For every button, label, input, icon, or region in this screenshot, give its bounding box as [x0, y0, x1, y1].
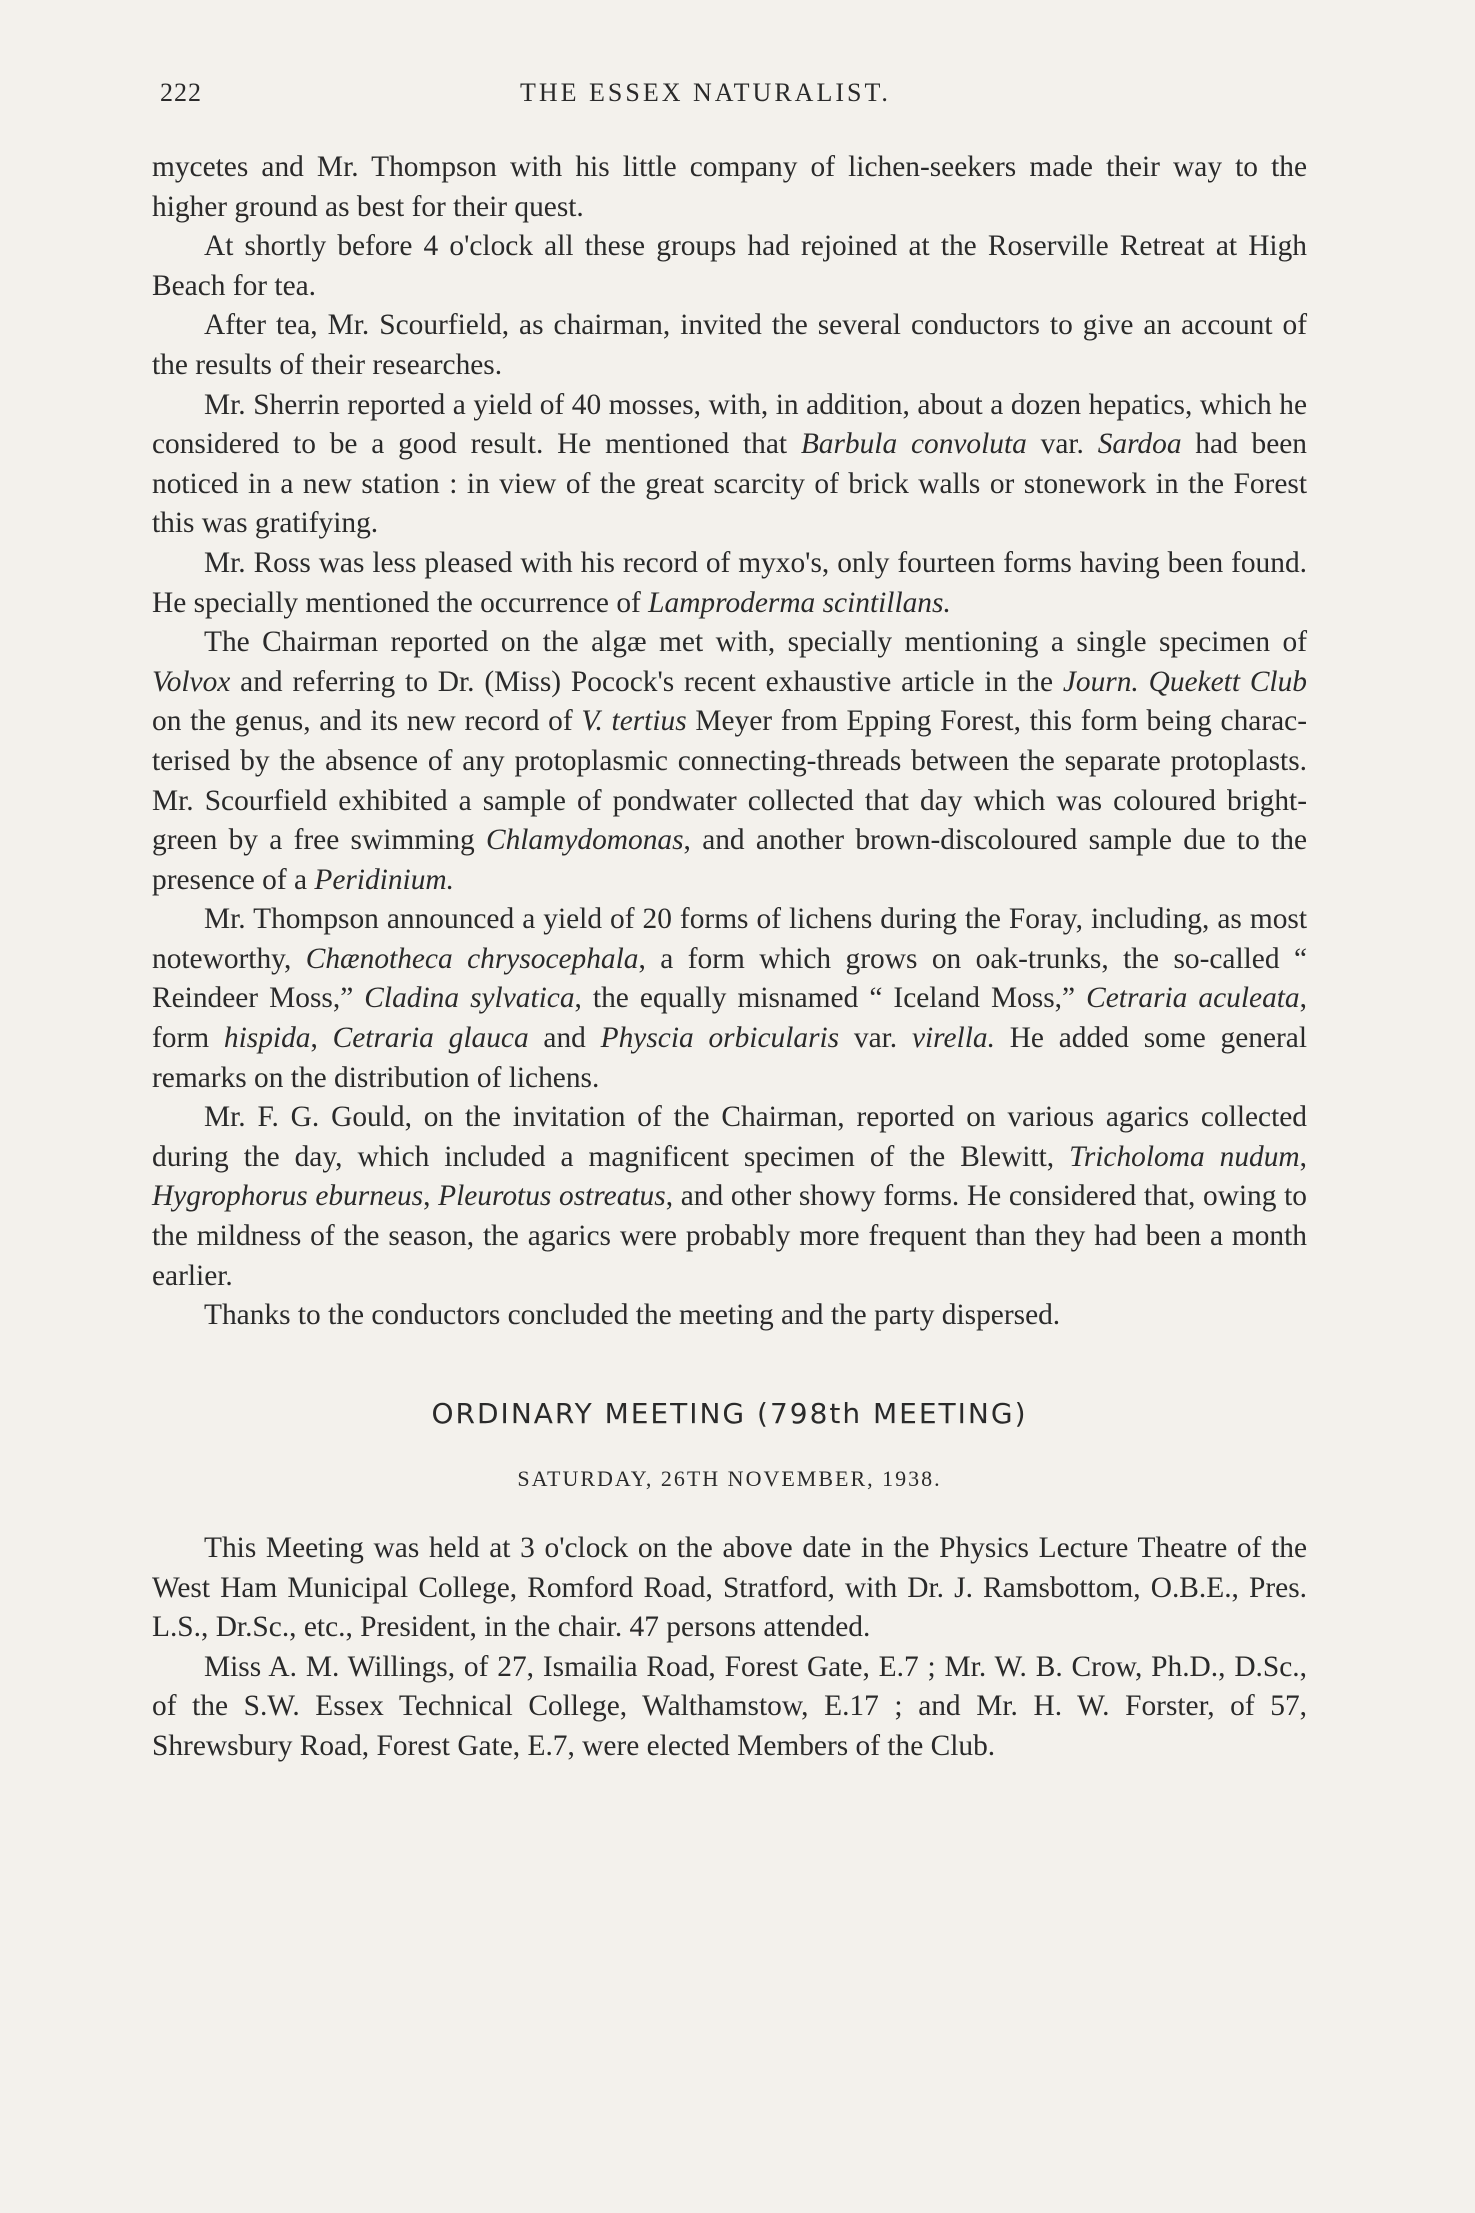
italic-text: Journ. Quekett Club [1062, 665, 1307, 698]
paragraph [152, 148, 1307, 227]
text-run: had been noticed in a new station : in view of the great scarcity of brick walls or stonework in the Forest this was gratifying. [152, 428, 1307, 540]
text-run: , and other showy forms. He considered that, owing to the mildness of the season, the agarics were probably more frequent than they had been a month earlier. [152, 1180, 1307, 1292]
italic-text: Volvox [152, 665, 231, 698]
paragraph [152, 1098, 1307, 1296]
italic-text: virella. [911, 1022, 995, 1055]
paragraph [152, 1296, 1307, 1336]
paragraph [152, 386, 1307, 544]
running-title: THE ESSEX NATURALIST. [520, 78, 891, 107]
paragraph [152, 623, 1307, 900]
italic-text: Hygrophorus eburneus [152, 1180, 424, 1213]
text-run: He added some general remarks on the distribution of lichens. [152, 1022, 1308, 1094]
italic-text: Peridinium. [314, 863, 454, 896]
text-run: This Meeting was held at 3 o'clock on the above date in the Physics Lecture Theatre of the West Ham Municipal College, Romford Road, Stratford, with Dr. J. Ramsbottom, O.B.E., Pres. L.S., Dr.Sc., etc., President, in the chair. 47 persons attended. [152, 1532, 1307, 1644]
text-run: Thanks to the conductors concluded the meeting and the party dispersed. [204, 1299, 1061, 1332]
italic-text: Lamproderma scintillans. [648, 586, 951, 619]
italic-text: Pleurotus ostreatus [438, 1180, 666, 1213]
text-run: The Chairman reported on the algæ met with, specially mentioning a single specimen of [204, 626, 1307, 659]
page-header [160, 78, 1310, 118]
text-run: At shortly before 4 o'clock all these groups had rejoined at the Roserville Retreat at High Beach for tea. [152, 230, 1307, 302]
text-run: Mr. F. G. Gould, on the invitation of the Chairman, reported on various agarics collected during the day, which included a magnificent specimen of the Blewitt, [152, 1101, 1307, 1173]
text-run: var. [1026, 428, 1098, 461]
text-run: Mr. Ross was less pleased with his record of myxo's, only fourteen forms having been found. He specially mentioned the occurrence of [152, 546, 1307, 619]
italic-text: hispida [223, 1022, 311, 1055]
text-run: and referring to Dr. (Miss) Pocock's recent exhaustive article in the [230, 665, 1063, 698]
text-run: , and another brown-discoloured sample due to the presence of a [152, 824, 1307, 896]
paragraph [152, 227, 1307, 306]
page-body [152, 148, 1307, 1767]
text-run: on the genus, and its new record of [152, 705, 582, 738]
italic-text: V. tertius [581, 705, 687, 738]
paragraph [152, 306, 1307, 385]
text-run: , [1299, 1140, 1307, 1173]
paragraph [152, 544, 1307, 623]
text-run: , the equally misnamed “ Iceland Moss,” [574, 982, 1087, 1015]
text-run: , [310, 1022, 333, 1055]
text-run: , a form which grows on oak-trunks, the so-called “ Reindeer Moss,” [152, 942, 1307, 1015]
paragraph [152, 1529, 1307, 1648]
section-heading: ORDINARY MEETING (798th MEETING) [431, 1396, 1028, 1430]
italic-text: Chænotheca chrysocephala [305, 942, 639, 975]
text-run: mycetes and Mr. Thompson with his little company of lichen-seekers made their way to the higher ground as best for their quest. [152, 151, 1307, 223]
text-run: Mr. Thompson announced a yield of 20 forms of lichens during the Foray, including, as most noteworthy, [152, 903, 1307, 975]
section-paragraphs [152, 1529, 1307, 1767]
italic-text: Physcia orbicularis [600, 1022, 840, 1055]
text-run: Mr. Sherrin reported a yield of 40 mosses, with, in addition, about a dozen hepatics, which he considered to be a good result. He mentioned that [152, 388, 1307, 461]
italic-text: Barbula convoluta [800, 428, 1027, 461]
paragraph [152, 1648, 1307, 1767]
italic-text: Cetraria glauca [332, 1022, 529, 1055]
text-run: Miss A. M. Willings, of 27, Ismailia Road, Forest Gate, E.7 ; Mr. W. B. Crow, Ph.D., D.Sc., of the S.W. Essex Technical College, Walthamstow, E.17 ; and Mr. H. W. Forster, of 57, Shrewsbury Road, Forest Gate, E.7, were elected Members of the Club. [152, 1650, 1307, 1762]
italic-text: Sardoa [1097, 428, 1182, 461]
italic-text: Tricholoma nudum [1069, 1140, 1300, 1173]
text-run: , form [152, 982, 1307, 1055]
text-run: and [528, 1022, 601, 1055]
text-run: var. [839, 1022, 912, 1055]
text-run: , [423, 1180, 439, 1213]
text-run: After tea, Mr. Scourfield, as chairman, invited the several conductors to give an account of the results of their researches. [152, 309, 1307, 381]
italic-text: Cladina sylvatica [364, 982, 575, 1015]
paragraph [152, 900, 1307, 1098]
text-run: Meyer from Epping Forest, this form being characterised by the absence of any protoplasmic connecting-threads between the separate protoplasts. Mr. Scourfield exhibited a sample of pondwater collected that day which was coloured bright-green by a free swimming [152, 705, 1307, 857]
section-date: SATURDAY, 26TH NOVEMBER, 1938. [517, 1466, 942, 1492]
italic-text: Cetraria aculeata [1086, 982, 1300, 1015]
italic-text: Chlamydomonas [485, 824, 684, 857]
main-paragraphs [152, 148, 1307, 1336]
page-number: 222 [160, 78, 202, 107]
